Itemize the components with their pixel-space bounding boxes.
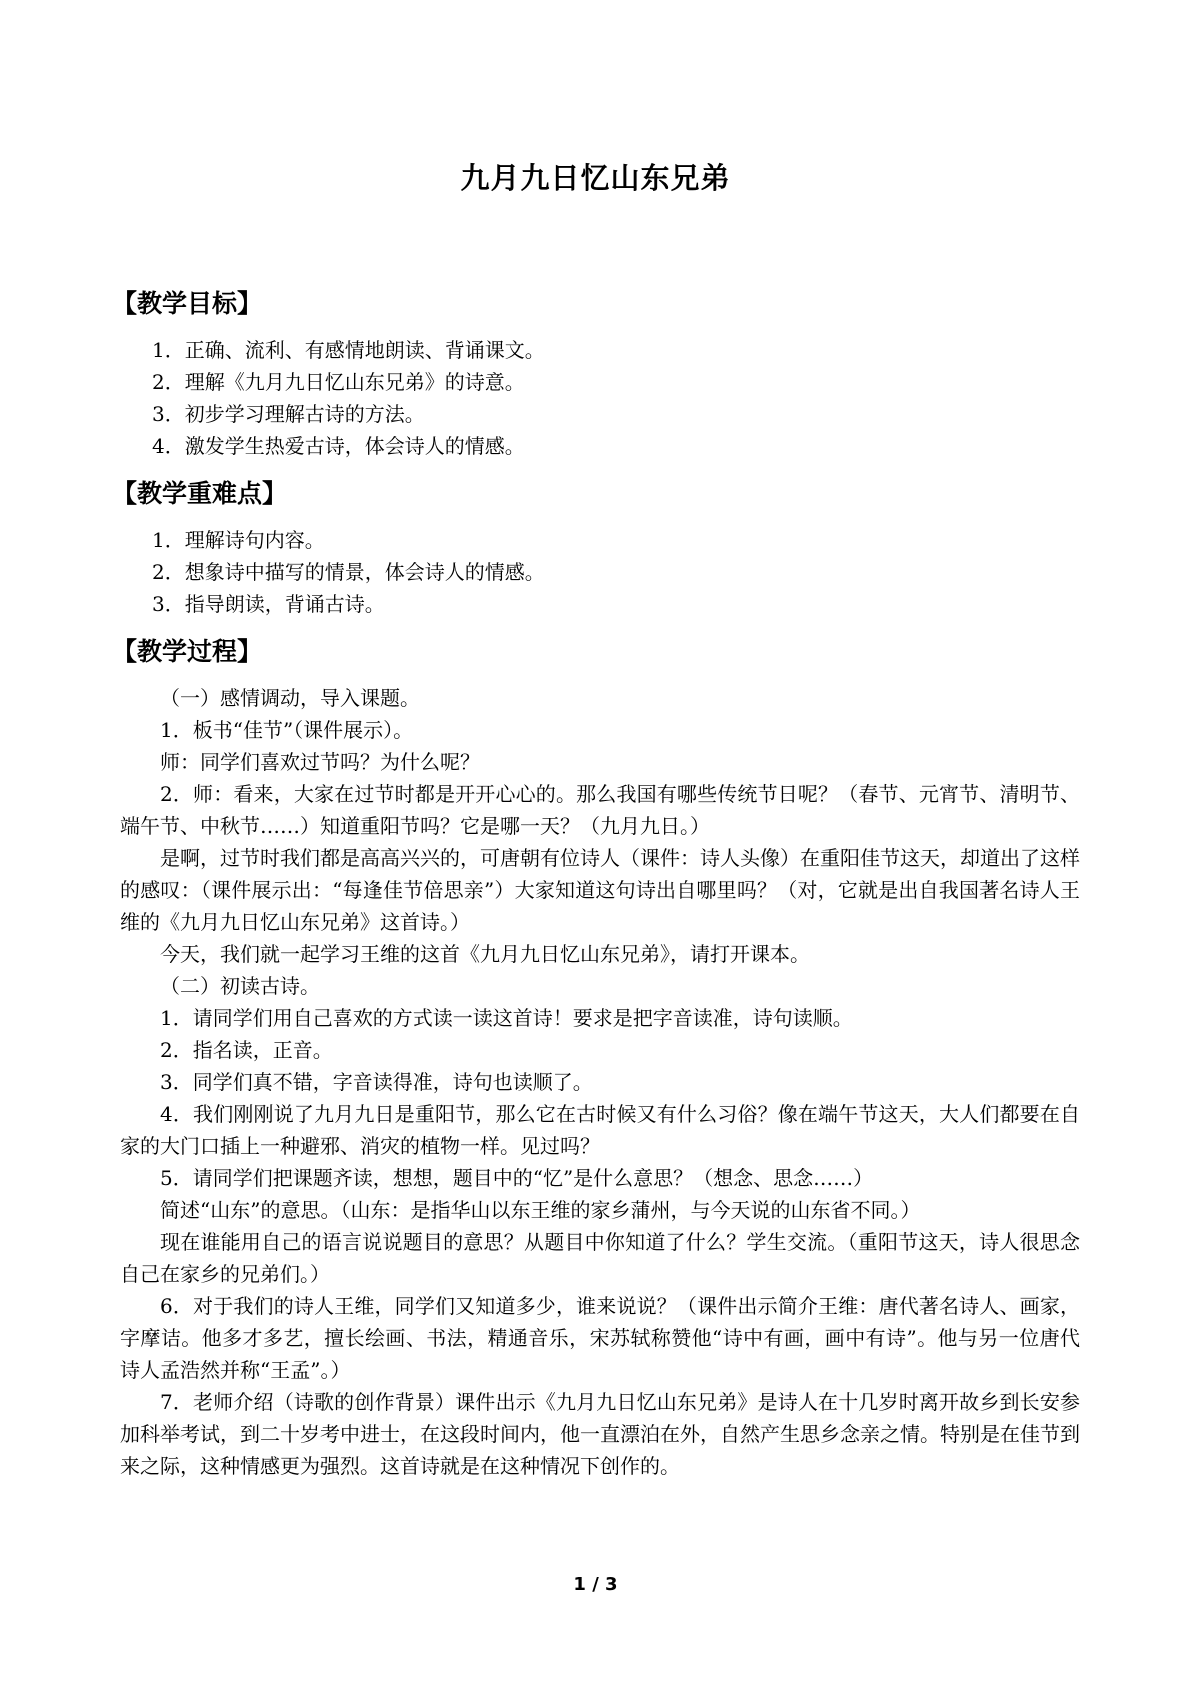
list-item: 1．正确、流利、有感情地朗读、背诵课文。 xyxy=(152,338,545,362)
paragraph: 1．请同学们用自己喜欢的方式读一读这首诗！要求是把字音读准，诗句读顺。 xyxy=(160,1006,853,1030)
objectives-list xyxy=(120,334,1080,462)
list-item: 2．理解《九月九日忆山东兄弟》的诗意。 xyxy=(152,370,525,394)
paragraph: 6．对于我们的诗人王维，同学们又知道多少，谁来说说？（课件出示简介王维：唐代著名诗人、画家，字摩诘。他多才多艺，擅长绘画、书法，精通音乐，宋苏轼称赞他“诗中有画，画中有诗”。他与另一位唐代诗人孟浩然并称“王孟”。） xyxy=(120,1294,1080,1382)
process-content xyxy=(120,682,1080,1482)
list-item: 3．初步学习理解古诗的方法。 xyxy=(152,402,425,426)
paragraph: （一）感情调动，导入课题。 xyxy=(160,686,420,710)
paragraph: （二）初读古诗。 xyxy=(160,974,320,998)
paragraph: 是啊，过节时我们都是高高兴兴的，可唐朝有位诗人（课件：诗人头像）在重阳佳节这天，却道出了这样的感叹：（课件展示出：“每逢佳节倍思亲”）大家知道这句诗出自哪里吗？（对，它就是出自我国著名诗人王维的《九月九日忆山东兄弟》这首诗。） xyxy=(120,846,1080,934)
section-heading-process: 【教学过程】 xyxy=(112,637,263,666)
list-item: 4．激发学生热爱古诗，体会诗人的情感。 xyxy=(152,434,525,458)
paragraph: 2．指名读，正音。 xyxy=(160,1038,333,1062)
list-item: 1．理解诗句内容。 xyxy=(152,528,325,552)
paragraph: 1．板书“佳节”（课件展示）。 xyxy=(160,718,414,742)
section-heading-keypoints: 【教学重难点】 xyxy=(112,479,288,508)
paragraph: 简述“山东”的意思。（山东：是指华山以东王维的家乡蒲州，与今天说的山东省不同。） xyxy=(160,1198,921,1222)
paragraph: 4．我们刚刚说了九月九日是重阳节，那么它在古时候又有什么习俗？像在端午节这天，大人们都要在自家的大门口插上一种避邪、消灾的植物一样。见过吗？ xyxy=(120,1102,1080,1158)
keypoints-list xyxy=(120,524,1080,620)
list-item: 3．指导朗读，背诵古诗。 xyxy=(152,592,385,616)
page-number: 1 / 3 xyxy=(573,1574,618,1595)
document-title: 九月九日忆山东兄弟 xyxy=(460,161,731,195)
list-item: 2．想象诗中描写的情景，体会诗人的情感。 xyxy=(152,560,545,584)
paragraph: 3．同学们真不错，字音读得准，诗句也读顺了。 xyxy=(160,1070,593,1094)
paragraph: 现在谁能用自己的语言说说题目的意思？从题目中你知道了什么？学生交流。（重阳节这天，诗人很思念自己在家乡的兄弟们。） xyxy=(120,1230,1080,1286)
paragraph: 2．师：看来，大家在过节时都是开开心心的。那么我国有哪些传统节日呢？（春节、元宵节、清明节、端午节、中秋节……）知道重阳节吗？它是哪一天？（九月九日。） xyxy=(120,782,1080,838)
paragraph: 今天，我们就一起学习王维的这首《九月九日忆山东兄弟》，请打开课本。 xyxy=(160,942,810,966)
paragraph: 5．请同学们把课题齐读，想想，题目中的“忆”是什么意思？（想念、思念……） xyxy=(160,1166,874,1190)
document-body xyxy=(112,286,1080,1482)
paragraph: 7．老师介绍（诗歌的创作背景）课件出示《九月九日忆山东兄弟》是诗人在十几岁时离开故乡到长安参加科举考试，到二十岁考中进士，在这段时间内，他一直漂泊在外，自然产生思乡念亲之情。特别是在佳节到来之际，这种情感更为强烈。这首诗就是在这种情况下创作的。 xyxy=(120,1390,1080,1478)
paragraph: 师：同学们喜欢过节吗？为什么呢？ xyxy=(160,750,480,774)
section-heading-objectives: 【教学目标】 xyxy=(112,289,263,318)
